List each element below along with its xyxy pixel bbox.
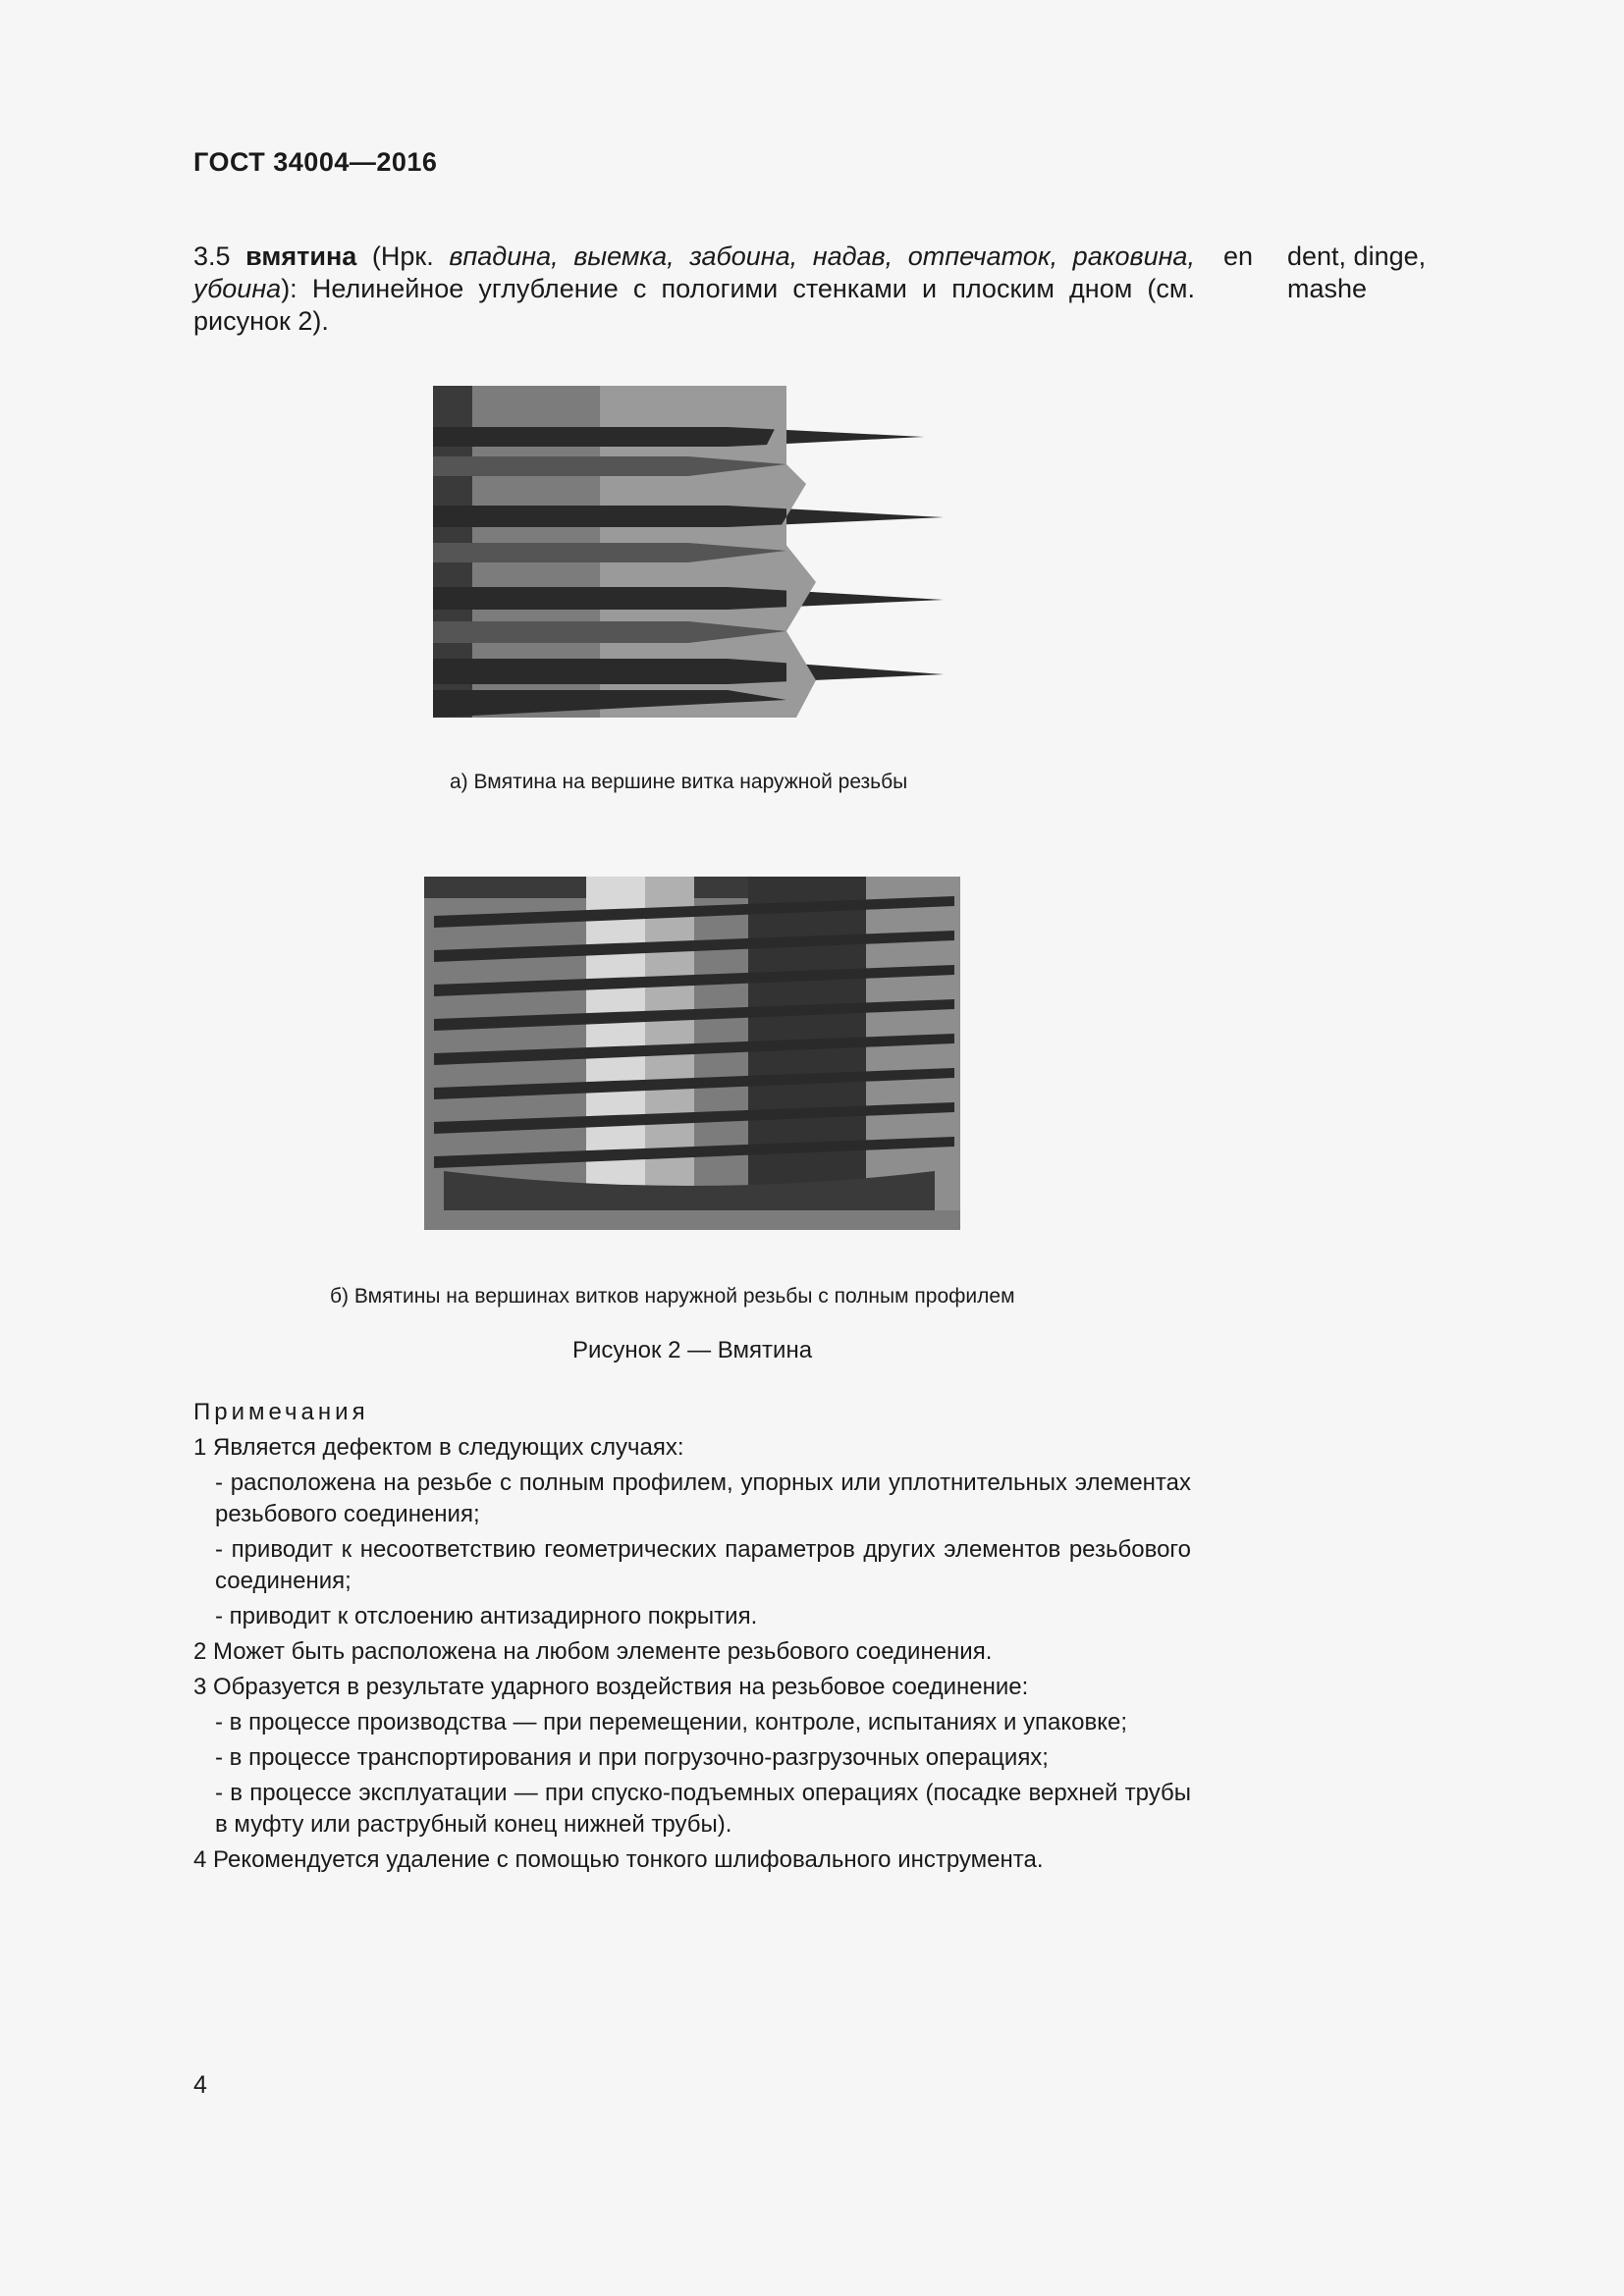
document-header: ГОСТ 34004—2016 [193,147,438,177]
note-3: 3 Образуется в результате ударного воздействия на резьбовое соединение: [193,1674,1029,1700]
notes-section [193,1397,1191,1880]
figure-b-caption: б) Вмятины на вершинах витков наружной резьбы с полным профилем [330,1285,1015,1308]
note-1: 1 Является дефектом в следующих случаях: [193,1434,684,1461]
foreign-equivalent: dent, dinge, mashe [1287,241,1427,303]
note-1-b: - приводит к несоответствию геометрических параметров других элементов резьбового соединения; [215,1536,1191,1594]
language-code: en [1223,241,1254,271]
note-3-c: - в процессе эксплуатации — при спуско-подъемных операциях (посадке верхней трубы в муфту или раструбный конец нижней трубы). [215,1780,1191,1838]
term-number: 3.5 [193,241,231,271]
note-4: 4 Рекомендуется удаление с помощью тонкого шлифовального инструмента. [193,1846,1044,1873]
term-synonyms: впадина, выемка, забоина, надав, отпечаток, раковина, убоина [193,241,1195,303]
term-definition [193,240,1195,338]
note-2: 2 Может быть расположена на любом элементе резьбового соединения. [193,1638,993,1665]
figure-a-caption: а) Вмятина на вершине витка наружной резьбы [450,771,908,793]
page-number: 4 [193,2071,207,2099]
figure-a-image [433,386,946,718]
figure-title: Рисунок 2 — Вмятина [571,1337,813,1363]
note-1-c: - приводит к отслоению антизадирного покрытия. [215,1603,758,1629]
note-1-a: - расположена на резьбе с полным профилем, упорных или уплотнительных элементах резьбового соединения; [215,1469,1191,1527]
notes-title: Примечания [193,1399,369,1425]
figure-b-image [424,877,960,1230]
note-3-b: - в процессе транспортирования и при погрузочно-разгрузочных операциях; [215,1744,1049,1771]
term-name: вмятина [245,241,357,271]
npk-label: (Нрк. [371,241,434,271]
term-definition-text: ): Нелинейное углубление с пологими стенками и плоским дном (см. рисунок 2). [193,274,1195,336]
note-3-a: - в процессе производства — при перемещении, контроле, испытаниях и упаковке; [215,1709,1128,1735]
